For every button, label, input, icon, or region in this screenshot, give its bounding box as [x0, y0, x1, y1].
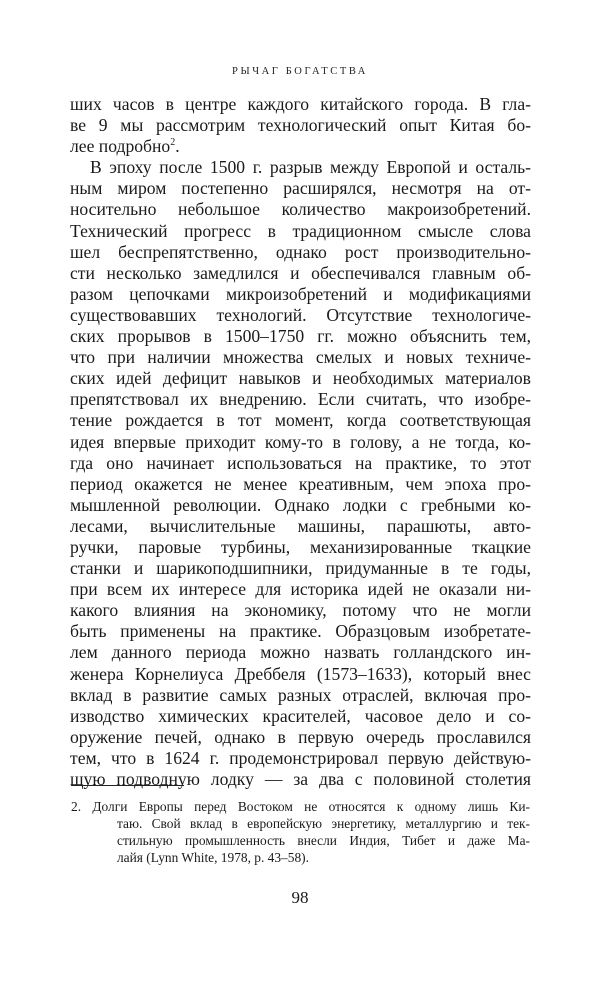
- footnote-line: таю. Свой вклад в европейскую энергетику, металлургию и тек-: [117, 816, 530, 831]
- text-line: ских прорывов в 1500–1750 гг. можно объяснить тем,: [70, 326, 531, 347]
- footnote-line: [71, 798, 530, 815]
- text-line: ских идей дефицит навыков и необходимых материалов: [70, 368, 531, 389]
- footnote-divider: [71, 785, 184, 786]
- page-number: 98: [291, 888, 309, 907]
- running-head: РЫЧАГ БОГАТСТВА: [232, 66, 368, 77]
- text-line: Технический прогресс в традиционном смысле слова: [70, 220, 531, 241]
- text-line: тение рождается в тот момент, когда соответствующая: [70, 410, 531, 431]
- text-line: какого влияния на экономику, потому что не могли: [70, 600, 531, 621]
- text-line: мышленной революции. Однако лодки с гребными ко-: [70, 494, 531, 515]
- text-line: тем, что в 1624 г. продемонстрировал первую действую-: [70, 747, 531, 768]
- body-text: [70, 94, 531, 790]
- text-line: ве 9 мы рассмотрим технологический опыт Китая бо-: [70, 115, 531, 136]
- text-line: период окажется не менее креативным, чем эпоха про-: [70, 473, 531, 494]
- footnote-line: стильную промышленность внесли Индия, Тибет и даже Ма-: [117, 833, 530, 848]
- text-line: [70, 136, 531, 157]
- text-line: лесами, вычислительные машины, парашюты, авто-: [70, 515, 531, 536]
- footnote-reference[interactable]: 2: [170, 137, 176, 149]
- text-line: при всем их интересе для историка идей не оказали ни-: [70, 579, 531, 600]
- footnote-text: Долги Европы перед Востоком не относятся к одному лишь Ки-: [92, 799, 530, 814]
- text-line: носительно небольшое количество макроизобретений.: [70, 199, 531, 220]
- text-line: ным миром постепенно расширялся, несмотря на от-: [70, 178, 531, 199]
- text-line: идея впервые приходит кому-то в голову, а не тогда, ко-: [70, 431, 531, 452]
- text-line: лем данного периода можно назвать голландского ин-: [70, 642, 531, 663]
- text-line: что при наличии множества смелых и новых техниче-: [70, 347, 531, 368]
- text-line: шел беспрепятственно, однако рост производительно-: [70, 241, 531, 262]
- text-line: ших часов в центре каждого китайского города. В гла-: [70, 94, 531, 114]
- text-fragment: лее подробно: [70, 136, 171, 157]
- text-line: сти несколько замедлился и обеспечивался главным об-: [70, 262, 531, 283]
- text-line: разом цепочками микроизобретений и модификациями: [70, 283, 531, 304]
- paragraph-start-line: В эпоху после 1500 г. разрыв между Европой и осталь-: [90, 157, 531, 178]
- text-line: станки и шарикоподшипники, придуманные в те годы,: [70, 558, 531, 579]
- text-line: вклад в развитие самых разных отраслей, включая про-: [70, 684, 531, 705]
- text-line: оружение печей, однако в первую очередь прославился: [70, 726, 531, 747]
- footnote: [71, 798, 530, 866]
- text-line: существовавших технологий. Отсутствие технологиче-: [70, 304, 531, 325]
- text-fragment: .: [175, 136, 180, 157]
- text-line: женера Корнелиуса Дреббеля (1573–1633), который внес: [70, 663, 531, 684]
- text-line: гда оно начинает использоваться на практике, то этот: [70, 452, 531, 473]
- text-line: щую подводную лодку — за два с половиной столетия: [70, 769, 531, 789]
- footnote-number: 2.: [71, 799, 82, 814]
- text-line: препятствовал их внедрению. Если считать, что изобре-: [70, 389, 531, 410]
- footnote-line: лайя (Lynn White, 1978, p. 43–58).: [117, 850, 309, 865]
- text-line: изводство химических красителей, часовое дело и со-: [70, 705, 531, 726]
- text-line: быть применены на практике. Образцовым изобретате-: [70, 621, 531, 642]
- text-line: ручки, паровые турбины, механизированные ткацкие: [70, 536, 531, 557]
